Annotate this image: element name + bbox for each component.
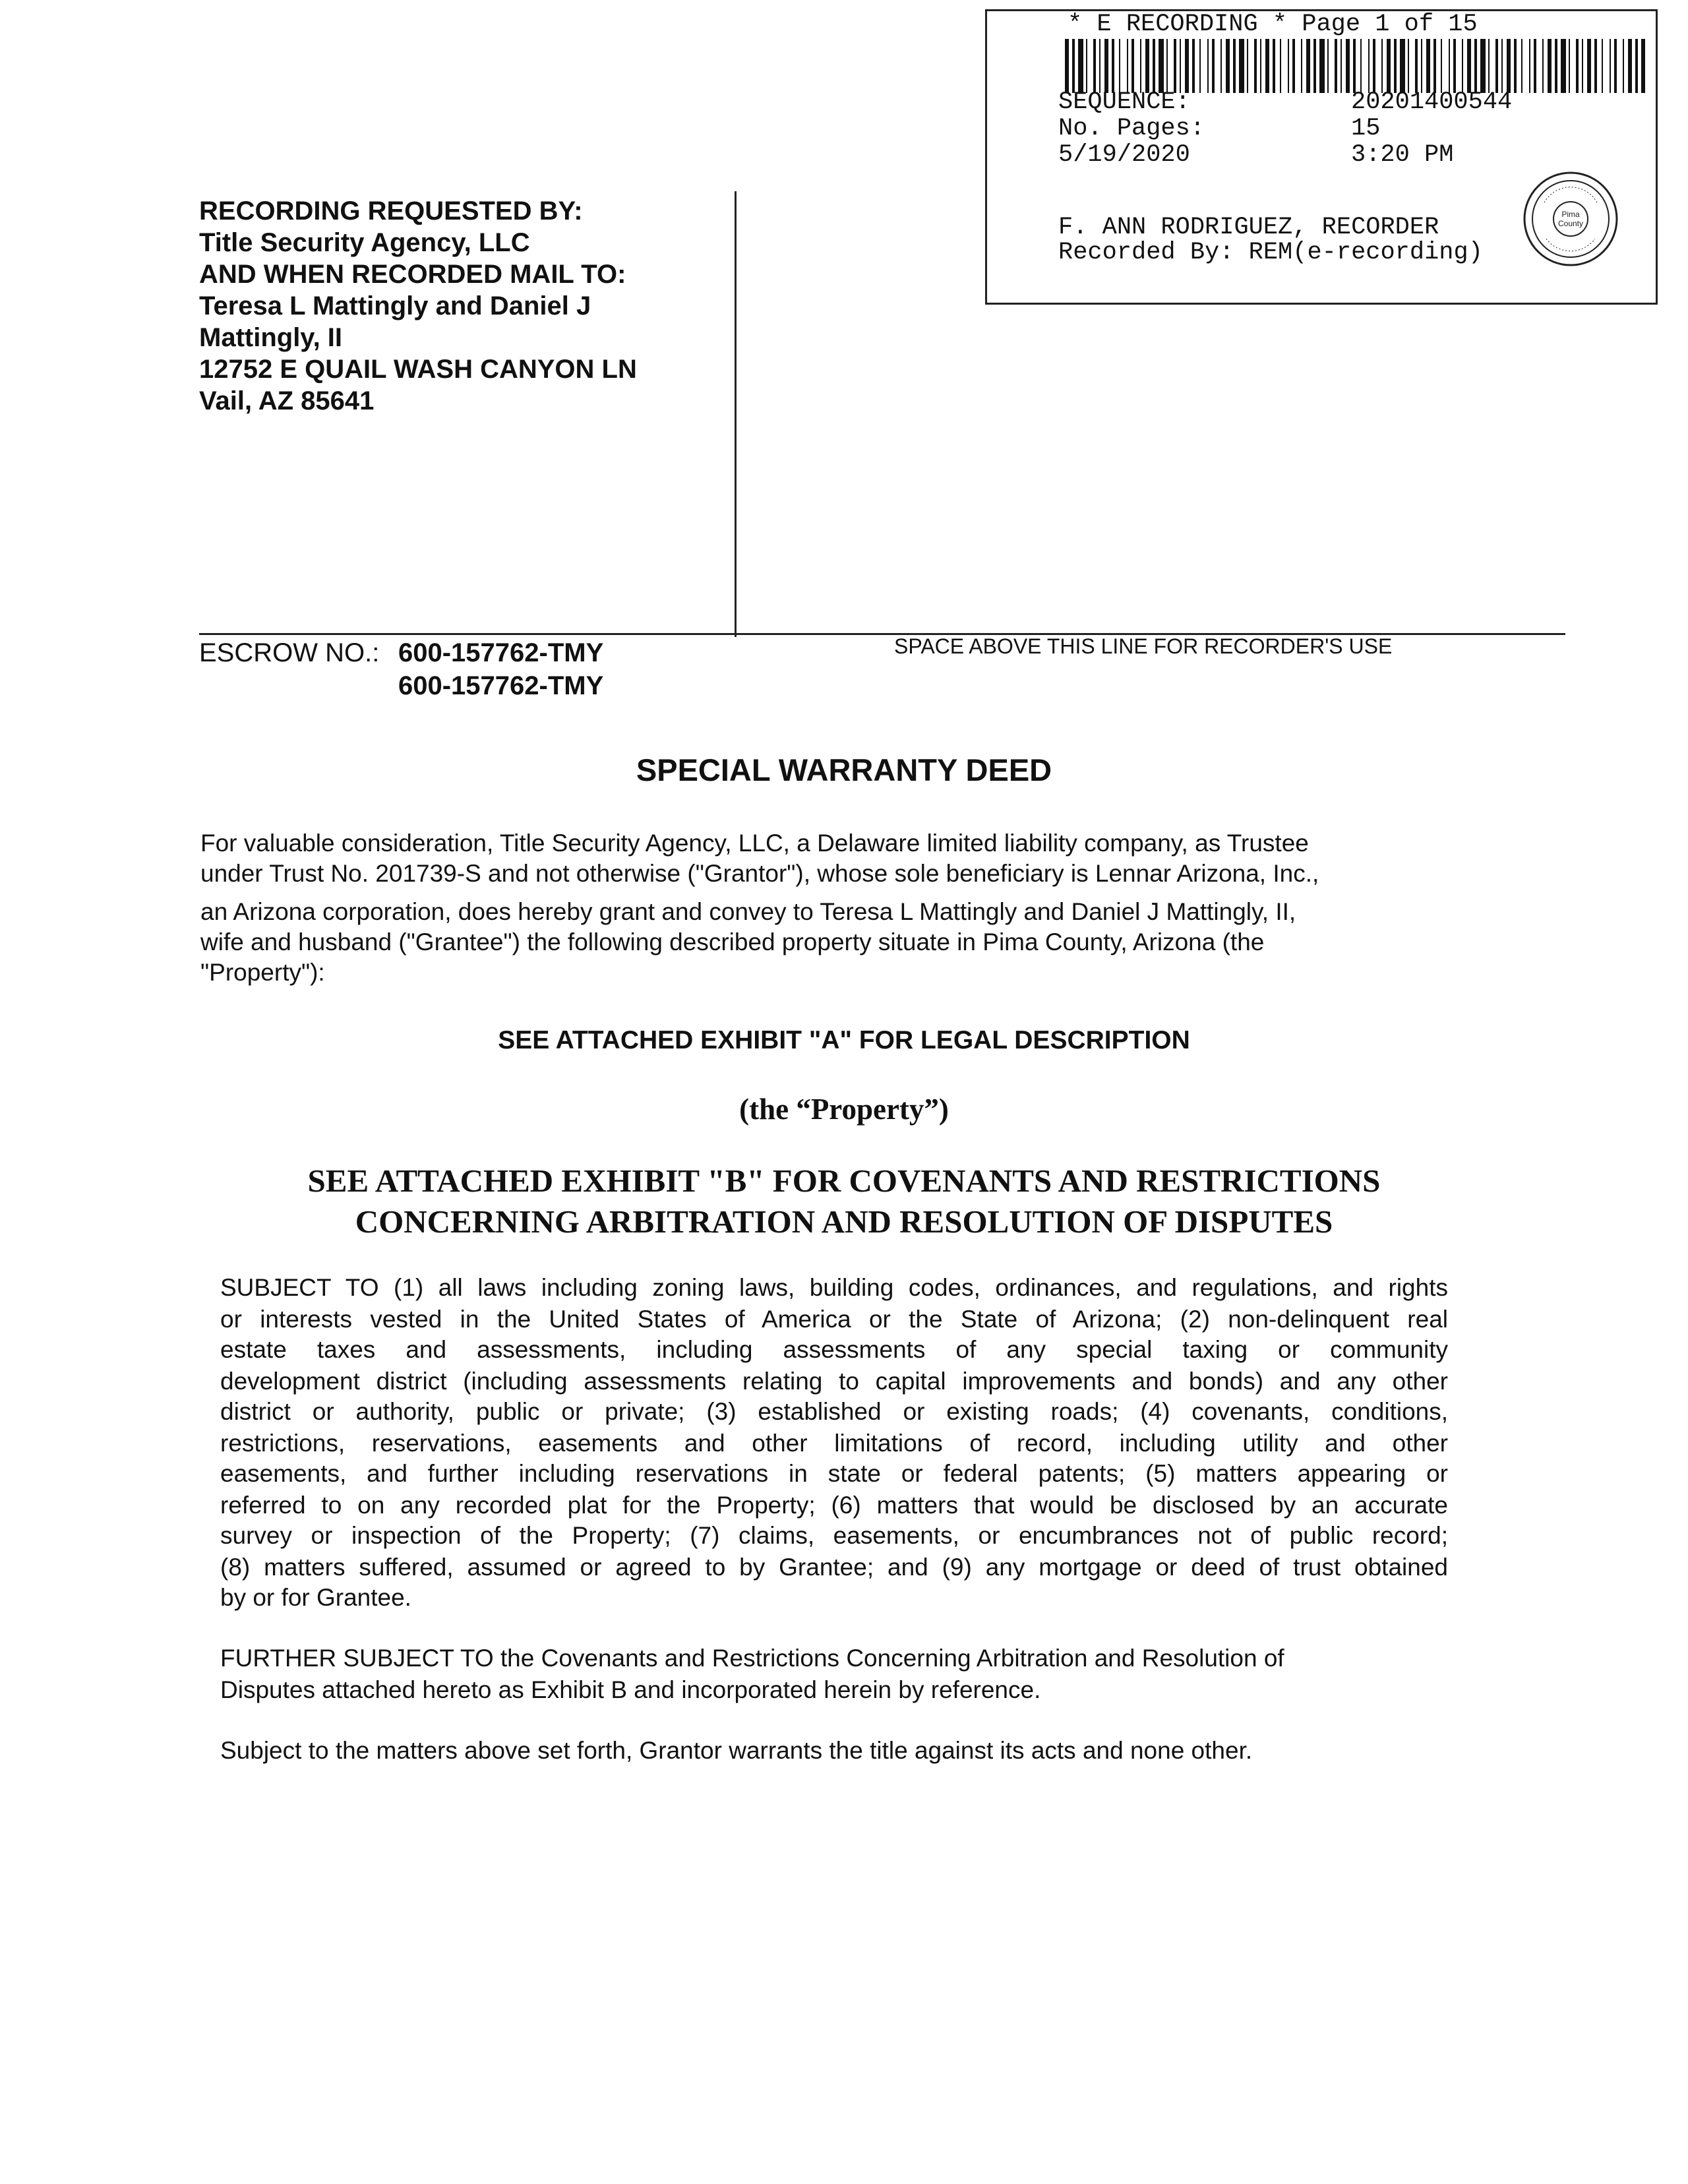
intro-line: For valuable consideration, Title Security Agency, LLC, a Delaware limited liability company, as Trustee <box>200 830 1309 857</box>
further-subject-line: FURTHER SUBJECT TO the Covenants and Restrictions Concerning Arbitration and Resolution of <box>220 1645 1284 1672</box>
subject-to-line: restrictions, reservations, easements and other limitations of record, including utility and other <box>220 1430 1448 1457</box>
recorder-stamp <box>985 9 1658 305</box>
intro-line: wife and husband ("Grantee") the following described property situate in Pima County, Arizona (the <box>200 928 1265 956</box>
subject-to-line: survey or inspection of the Property; (7) claims, easements, or encumbrances not of public record; <box>220 1522 1448 1549</box>
subject-to-line: referred to on any recorded plat for the Property; (6) matters that would be disclosed by an accurate <box>220 1492 1448 1519</box>
sequence-label: SEQUENCE: <box>1058 88 1190 116</box>
recording-line-2: AND WHEN RECORDED MAIL TO: <box>199 260 626 289</box>
vertical-divider <box>735 191 737 637</box>
recording-line-3: Teresa L Mattingly and Daniel J <box>199 291 591 320</box>
recording-line-1: Title Security Agency, LLC <box>199 228 530 257</box>
recording-date: 5/19/2020 <box>1058 141 1190 169</box>
exhibit-b-heading-2: CONCERNING ARBITRATION AND RESOLUTION OF DISPUTES <box>355 1203 1333 1240</box>
recording-time: 3:20 PM <box>1351 141 1454 169</box>
subject-to-line: easements, and further including reservations in state or federal patents; (5) matters appearing or <box>220 1460 1448 1487</box>
recording-requested-block <box>199 195 637 417</box>
barcode-image <box>1065 39 1645 93</box>
escrow-number-1: 600-157762-TMY <box>398 638 604 667</box>
county-seal-icon <box>1521 169 1620 268</box>
recorded-by: Recorded By: REM(e-recording) <box>1058 239 1483 266</box>
subject-to-line: or interests vested in the United States of America or the State of Arizona; (2) non-delinquent real <box>220 1306 1448 1333</box>
recording-line-4: Mattingly, II <box>199 323 343 352</box>
recorder-use-note: SPACE ABOVE THIS LINE FOR RECORDER'S USE <box>894 634 1393 658</box>
further-subject-line: Disputes attached hereto as Exhibit B and incorporated herein by reference. <box>220 1676 1041 1703</box>
svg-text:Pima: Pima <box>1561 210 1580 219</box>
pages-value: 15 <box>1351 115 1381 142</box>
exhibit-b-heading-1: SEE ATTACHED EXHIBIT "B" FOR COVENANTS AND RESTRICTIONS <box>307 1163 1381 1199</box>
recording-line-0: RECORDING REQUESTED BY: <box>199 197 583 226</box>
subject-to-line: development district (including assessments relating to capital improvements and bonds) and any other <box>220 1368 1448 1395</box>
intro-line: under Trust No. 201739-S and not otherwise ("Grantor"), whose sole beneficiary is Lennar Arizona, Inc., <box>200 860 1319 887</box>
property-label: (the “Property”) <box>739 1093 949 1126</box>
subject-to-line: SUBJECT TO (1) all laws including zoning laws, building codes, ordinances, and regulations, and rights <box>220 1274 1448 1301</box>
pages-label: No. Pages: <box>1058 115 1205 142</box>
sequence-value: 20201400544 <box>1351 88 1513 116</box>
warranty-statement: Subject to the matters above set forth, Grantor warrants the title against its acts and none other. <box>220 1737 1253 1764</box>
stamp-header: * E RECORDING * Page 1 of 15 <box>1068 11 1478 38</box>
deed-title: SPECIAL WARRANTY DEED <box>636 752 1052 787</box>
recording-line-6: Vail, AZ 85641 <box>199 386 375 415</box>
recorder-name: F. ANN RODRIGUEZ, RECORDER <box>1058 214 1439 241</box>
intro-line: an Arizona corporation, does hereby grant and convey to Teresa L Mattingly and Daniel J Mattingly, II, <box>200 898 1296 925</box>
escrow-label: ESCROW NO.: <box>199 638 380 667</box>
subject-to-line: estate taxes and assessments, including assessments of any special taxing or community <box>220 1336 1448 1363</box>
subject-to-line: district or authority, public or private; (3) established or existing roads; (4) covenants, conditions, <box>220 1398 1448 1425</box>
intro-line: "Property"): <box>200 959 325 986</box>
exhibit-a-heading: SEE ATTACHED EXHIBIT "A" FOR LEGAL DESCRIPTION <box>498 1026 1190 1054</box>
subject-to-line: (8) matters suffered, assumed or agreed to by Grantee; and (9) any mortgage or deed of trust obtained <box>220 1554 1448 1581</box>
escrow-number-2: 600-157762-TMY <box>398 671 604 700</box>
subject-to-line: by or for Grantee. <box>220 1584 411 1611</box>
recording-line-5: 12752 E QUAIL WASH CANYON LN <box>199 355 637 384</box>
svg-text:County: County <box>1557 219 1584 228</box>
